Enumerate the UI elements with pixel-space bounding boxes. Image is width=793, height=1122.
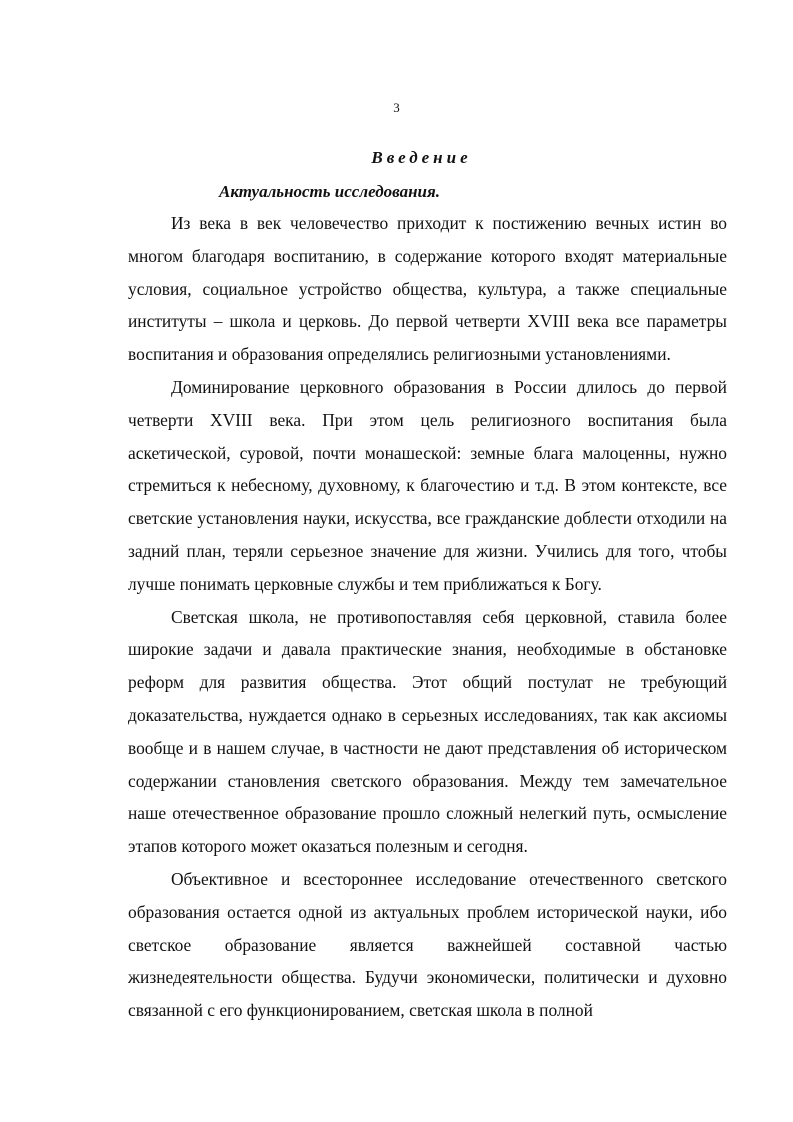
paragraph-3: Светская школа, не противопоставляя себя церковной, ставила более широкие задачи и давала практические знания, необходимые в обстановке реформ для развития общества. Этот общий постулат не требующий доказательства, нуждается однако в серьезных исследованиях, так как аксиомы вообще и в нашем случае, в частности не дают представления об историческом содержании становления светского образования. Между тем замечательное наше отечественное образование прошло сложный нелегкий путь, осмысление этапов которого может оказаться полезным и сегодня. bbox=[128, 606, 727, 857]
body-text bbox=[128, 207, 727, 1027]
section-title: Актуальность исследования. bbox=[219, 182, 440, 201]
chapter-title: Введение bbox=[371, 148, 472, 167]
paragraph-1: Из века в век человечество приходит к постижению вечных истин во многом благодаря воспитанию, в содержание которого входят материальные условия, социальное устройство общества, культура, а также специальные институты – школа и церковь. До первой четверти XVIII века все параметры воспитания и образования определялись религиозными установлениями. bbox=[128, 213, 727, 365]
page-number: 3 bbox=[393, 100, 400, 115]
paragraph-4: Объективное и всестороннее исследование отечественного светского образования остается одной из актуальных проблем исторической науки, ибо светское образование является важнейшей составной частью жизнедеятельности общества. Будучи экономически, политически и духовно связанной с его функционированием, светская школа в полной bbox=[128, 868, 727, 1021]
paragraph-2: Доминирование церковного образования в России длилось до первой четверти XVIII века. При этом цель религиозного воспитания была аскетической, суровой, почти монашеской: земные блага малоценны, нужно стремиться к небесному, духовному, к благочестию и т.д. В этом контексте, все светские установления науки, искусства, все гражданские доблести отходили на задний план, теряли серьезное значение для жизни. Учились для того, чтобы лучше понимать церковные службы и тем приближаться к Богу. bbox=[128, 376, 727, 594]
